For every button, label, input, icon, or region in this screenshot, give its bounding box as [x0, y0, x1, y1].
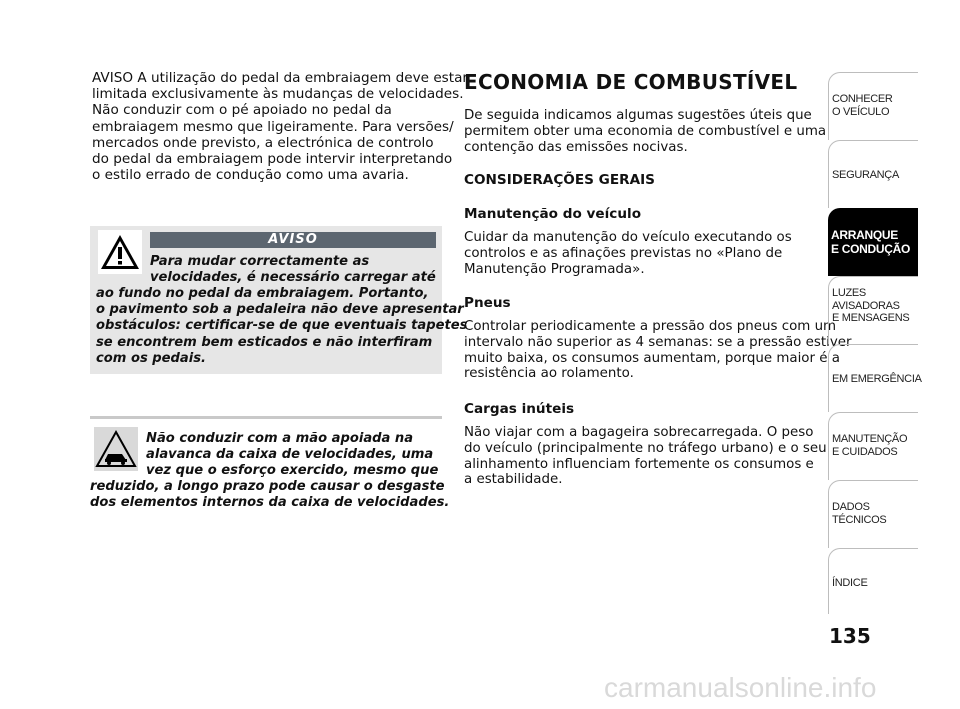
item-line: resistência ao rolamento.: [464, 366, 634, 382]
tab-luzes-avisadoras[interactable]: [828, 276, 918, 344]
item-heading-tyres: Pneus: [464, 295, 511, 311]
warning-line: se encontrem bem esticados e não interfiram: [96, 334, 433, 350]
tab-label-line: LUZES: [832, 287, 866, 299]
item-line: muito baixa, os consumos aumentam, porque maior é a: [464, 350, 840, 366]
item-line: alinhamento influenciam fortemente os consumos e: [464, 456, 814, 472]
paragraph-line: o estilo errado de condução como uma avaria.: [92, 167, 409, 184]
warning-line: ao fundo no pedal da embraiagem. Portanto,: [96, 286, 429, 301]
tab-label-line: AVISADORAS: [832, 299, 900, 312]
intro-line: De seguida indicamos algumas sugestões úteis que: [464, 108, 812, 123]
tab-label-line: E CUIDADOS: [832, 445, 898, 458]
tab-label-line: SEGURANÇA: [832, 169, 899, 181]
tab-label: [832, 433, 907, 458]
tab-arranque-e-conducao[interactable]: [828, 208, 918, 276]
item-heading-loads: Cargas inúteis: [464, 401, 575, 417]
intro-line: permitem obter uma economia de combustível e uma: [464, 123, 827, 139]
item-line: do veículo (principalmente no tráfego urbano) e o seu: [464, 440, 827, 456]
tab-manutencao-e-cuidados[interactable]: [828, 412, 918, 480]
note-line: dos elementos internos da caixa de velocidades.: [90, 495, 450, 511]
note-text-top: [146, 431, 438, 480]
paragraph-line: do pedal da embraiagem pode intervir interpretando: [92, 151, 453, 168]
tab-label: [832, 577, 867, 590]
warning-line: com os pedais.: [96, 350, 207, 366]
tab-label-line: CONHECER: [832, 93, 893, 105]
note-line: Não conduzir com a mão apoiada na: [146, 431, 414, 446]
tab-label: [832, 169, 899, 182]
page-number: 135: [829, 624, 871, 648]
warning-box: [90, 226, 468, 374]
note-line: vez que o esforço exercido, mesmo que: [146, 463, 439, 479]
tab-label-line: EM EMERGÊNCIA: [832, 373, 922, 385]
note-box: [90, 416, 450, 524]
tab-indice[interactable]: [828, 548, 918, 614]
item-line: Não viajar com a bagageira sobrecarregada. O peso: [464, 425, 814, 440]
warning-text-bottom: [96, 286, 467, 367]
left-paragraph: [92, 70, 469, 184]
car-gearbox-triangle-icon: [94, 427, 138, 475]
warning-line: obstáculos: certificar-se de que eventuais tapetes: [96, 318, 468, 334]
item-line: Cuidar da manutenção do veículo executando os: [464, 230, 792, 245]
item-line: a estabilidade.: [464, 472, 563, 488]
tab-label-line: ÍNDICE: [832, 577, 868, 589]
item-text-maintenance: [464, 230, 792, 277]
warning-triangle-icon: [98, 230, 142, 278]
tab-label-line: TÉCNICOS: [832, 513, 887, 526]
section-title: ECONOMIA DE COMBUSTÍVEL: [464, 70, 798, 94]
paragraph-line: mercados onde previsto, a electrónica de controlo: [92, 134, 434, 151]
paragraph-line: Não conduzir com o pé apoiado no pedal da: [92, 102, 392, 119]
warning-line: velocidades, é necessário carregar até: [150, 270, 436, 286]
note-text-bottom: [90, 479, 449, 511]
warning-line: o pavimento sob a pedaleira não deve apresentar: [96, 302, 464, 318]
item-text-loads: [464, 425, 827, 488]
item-heading-maintenance: Manutenção do veículo: [464, 206, 642, 222]
paragraph-line: limitada exclusivamente às mudanças de velocidades.: [92, 86, 464, 103]
tab-em-emergencia[interactable]: [828, 344, 922, 412]
item-line: Controlar periodicamente a pressão dos pneus com um: [464, 319, 837, 334]
tab-label-line: E MENSAGENS: [832, 312, 910, 324]
tab-label-line: O VEÍCULO: [832, 105, 890, 118]
note-line: alavanca da caixa de velocidades, uma: [146, 447, 434, 463]
intro-line: contenção das emissões nocivas.: [464, 139, 688, 155]
watermark-text: carmanualsonline.info: [604, 672, 877, 703]
tab-dados-tecnicos[interactable]: [828, 480, 918, 548]
tab-label: [832, 287, 909, 325]
tab-label-line: DADOS: [832, 501, 870, 513]
paragraph-line: embraiagem mesmo que ligeiramente. Para versões/: [92, 118, 454, 135]
warning-line: Para mudar correctamente as: [150, 254, 370, 269]
item-text-tyres: [464, 319, 852, 382]
tab-label-line: E CONDUÇÃO: [831, 242, 911, 256]
tab-label: [832, 373, 922, 386]
item-line: Manutenção Programada».: [464, 261, 645, 277]
tab-conhecer-o-veiculo[interactable]: [828, 72, 918, 140]
tab-label: [832, 501, 886, 526]
intro-text: [464, 108, 826, 155]
tab-label-line: MANUTENÇÃO: [832, 433, 908, 445]
subsection-title: CONSIDERAÇÕES GERAIS: [464, 172, 655, 188]
warning-text-top: [150, 254, 436, 286]
tab-label: [831, 228, 910, 256]
tab-label: [832, 93, 893, 118]
paragraph-line: AVISO A utilização do pedal da embraiagem deve estar: [92, 70, 469, 86]
item-line: intervalo não superior as 4 semanas: se a pressão estiver: [464, 334, 852, 350]
note-line: reduzido, a longo prazo pode causar o desgaste: [90, 479, 445, 494]
aviso-label: AVISO: [150, 232, 436, 248]
tab-label-line: ARRANQUE: [831, 228, 898, 242]
item-line: controlos e as afinações previstas no «Plano de: [464, 245, 783, 261]
tab-seguranca[interactable]: [828, 140, 918, 208]
